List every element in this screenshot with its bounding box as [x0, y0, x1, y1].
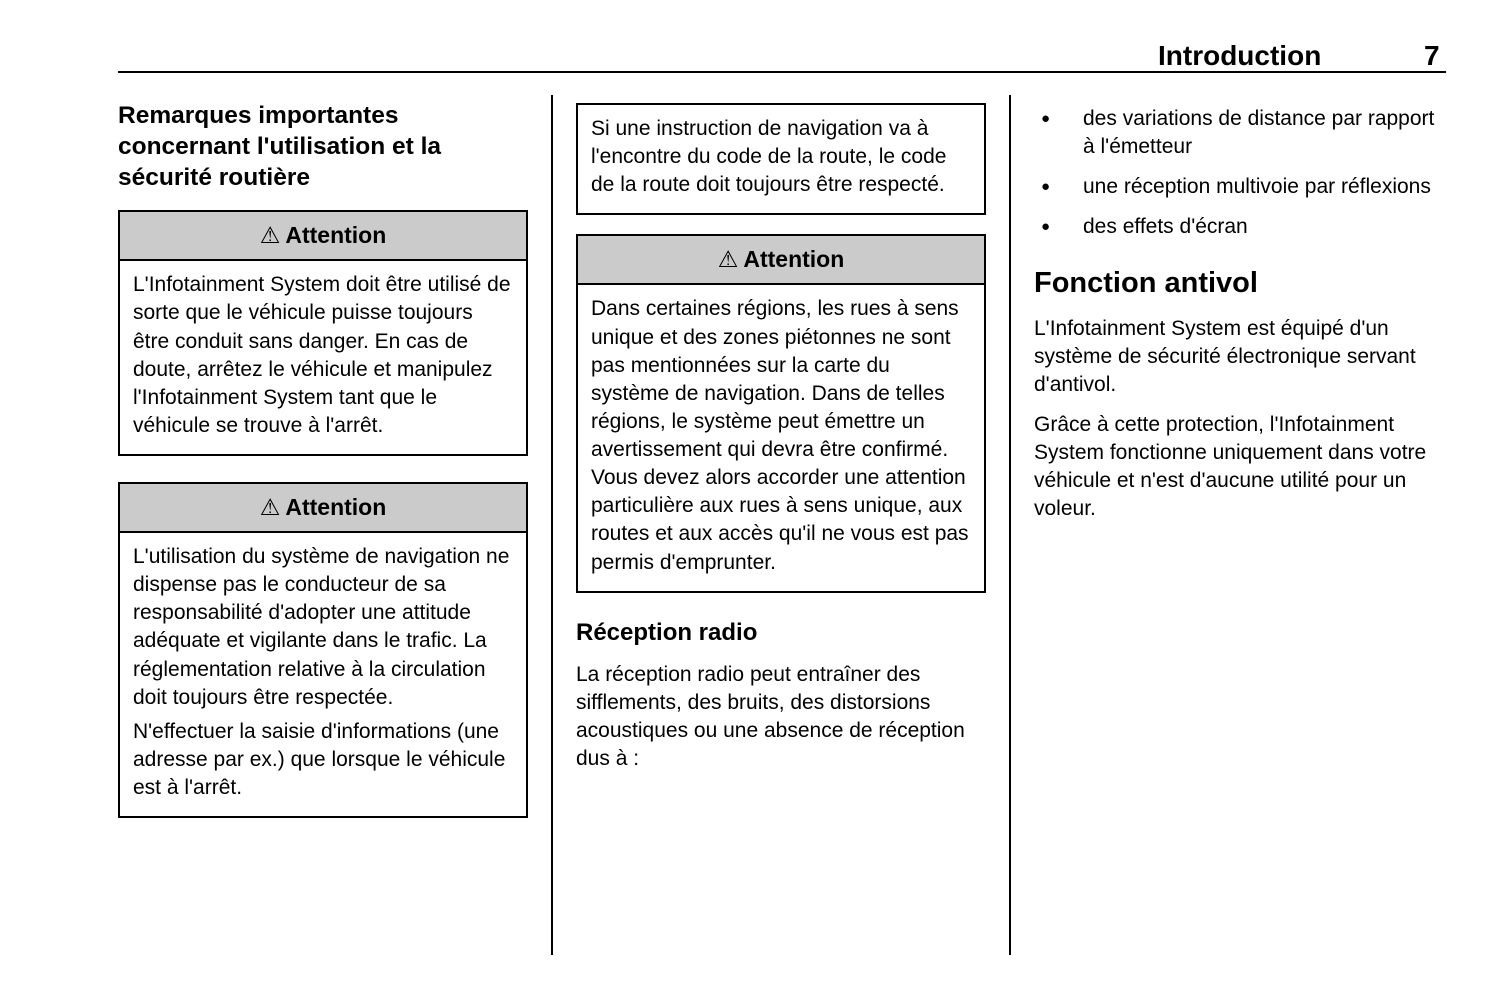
bullet-text: des effets d'écran	[1083, 215, 1248, 239]
section-heading-reception-radio: Réception radio	[576, 618, 758, 646]
column-left	[118, 100, 528, 844]
bullet-icon: ●	[1041, 178, 1051, 196]
paragraph: La réception radio peut entraîner des sifflements, des bruits, des distorsions acoustiques ou une absence de réception dus à :	[576, 662, 965, 770]
warning-icon: ⚠	[717, 246, 739, 273]
warning-label: Attention	[743, 246, 845, 273]
paragraph: L'Infotainment System est équipé d'un système de sécurité électronique servant d'antivol.	[1034, 316, 1416, 396]
bullet-text: des variations de distance par rapport à l'émetteur	[1083, 107, 1435, 159]
page-number: 7	[1424, 40, 1440, 71]
list-item	[1034, 173, 1444, 201]
paragraph: L'Infotainment System doit être utilisé de sorte que le véhicule puisse toujours être conduit sans danger. En cas de doute, arrêtez le véhicule et manipulez l'Infotainment System tant que le véhicule se trouve à l'arrêt.	[133, 273, 511, 437]
warning-icon: ⚠	[259, 494, 281, 521]
column-divider-right	[1009, 95, 1011, 955]
warning-box-body	[120, 261, 526, 454]
paragraph: Si une instruction de navigation va à l'encontre du code de la route, le code de la route doit toujours être respecté.	[591, 117, 947, 197]
bullet-icon: ●	[1041, 110, 1051, 127]
warning-label: Attention	[285, 222, 387, 249]
note-box-code-route	[576, 103, 986, 215]
warning-box-header	[578, 236, 984, 285]
section-heading-remarques: Remarques importantes concernant l'utilisation et la sécurité routière	[118, 102, 442, 192]
section-heading-fonction-antivol: Fonction antivol	[1034, 266, 1258, 299]
warning-box-usage	[118, 210, 528, 456]
paragraph: L'utilisation du système de navigation ne dispense pas le conducteur de sa responsabilité d'adopter une attitude adéquate et vigilante dans le trafic. La réglementation relative à la circulation doit toujours être respectée.	[133, 545, 510, 709]
radio-interference-list	[1034, 105, 1444, 242]
paragraph: Grâce à cette protection, l'Infotainment System fonctionne uniquement dans votre véhicule et n'est d'aucune utilité pour un voleur.	[1034, 412, 1427, 521]
page-title: Introduction	[1158, 40, 1322, 71]
column-middle	[576, 103, 986, 785]
list-item	[1034, 105, 1444, 161]
paragraph: N'effectuer la saisie d'informations (une adresse par ex.) que lorsque le véhicule est à l'arrêt.	[133, 719, 506, 800]
warning-box-regions	[576, 234, 986, 592]
header-divider	[118, 71, 1446, 73]
column-divider-left	[551, 95, 553, 955]
column-right	[1034, 103, 1444, 535]
warning-box-header	[120, 212, 526, 261]
list-item	[1034, 213, 1444, 241]
paragraph: Dans certaines régions, les rues à sens unique et des zones piétonnes ne sont pas mentionnées sur la carte du système de navigation. Dans de telles régions, le système peut émettre un avertissement qui devra être confirmé. Vous devez alors accorder une attention particulière aux rues à sens unique, aux routes et aux accès qu'il ne vous est pas permis d'emprunter.	[591, 297, 969, 574]
warning-label: Attention	[285, 494, 387, 521]
warning-box-body	[578, 285, 984, 590]
warning-box-navigation-responsibility	[118, 482, 528, 818]
warning-box-header	[120, 484, 526, 533]
warning-box-body	[120, 533, 526, 816]
bullet-icon: ●	[1041, 218, 1051, 236]
bullet-text: une réception multivoie par réflexions	[1083, 175, 1431, 199]
warning-icon: ⚠	[259, 222, 281, 249]
